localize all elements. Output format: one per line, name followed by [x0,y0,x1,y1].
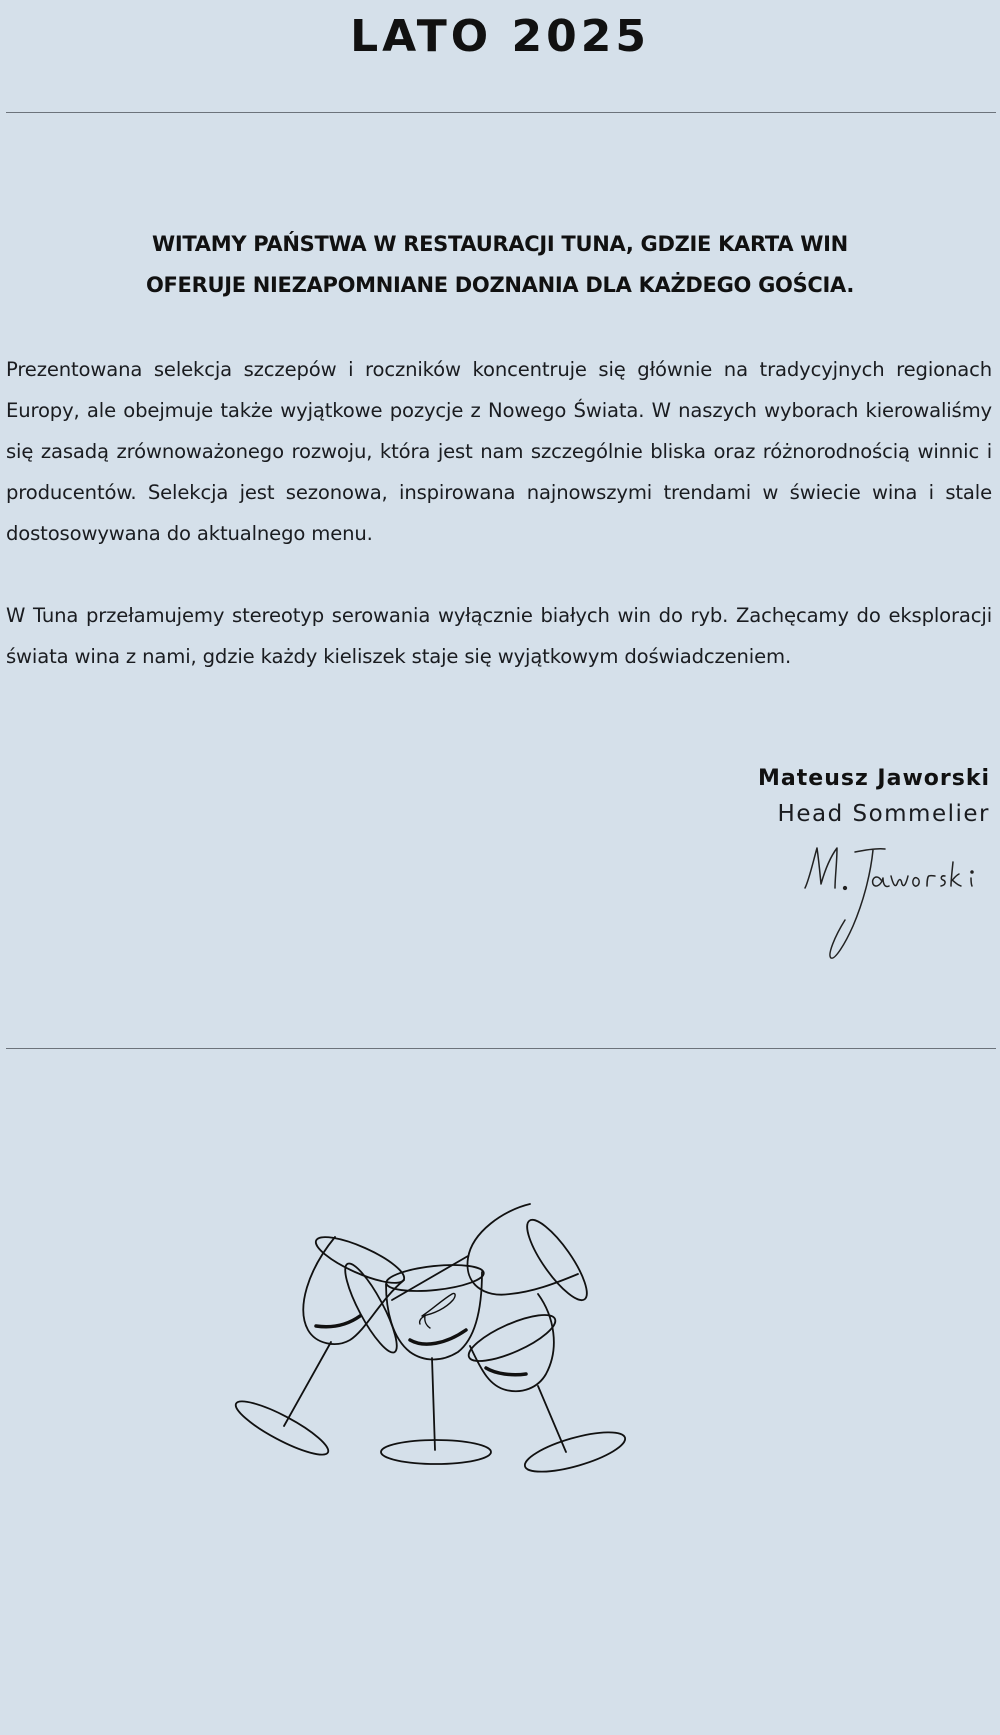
top-wine-glass-icon [337,1204,596,1358]
page-title: LATO 2025 [350,11,650,62]
top-divider [6,112,996,113]
welcome-heading [0,224,1000,306]
right-wine-glass-icon [463,1294,628,1480]
wine-glasses-toast-illustration [220,1190,720,1630]
intro-paragraph: Prezentowana selekcja szczepów i roczników koncentruje się głównie na tradycyjnych regionach Europy, ale obejmuje także wyjątkowe pozycje z Nowego Świata. W naszych wyborach kierowaliśmy się zasadą zrównoważonego rozwoju, która jest nam szczególnie bliska oraz różnorodnością winnic i producentów. Selekcja jest sezonowa, inspirowana najnowszymi trendami w świecie wina i stale dostosowywana do aktualnego menu. [6,358,992,545]
sommelier-role: Head Sommelier [777,801,990,827]
center-wine-glass-icon [381,1261,491,1464]
handwritten-signature [795,840,995,970]
sommelier-signature-block [758,760,990,830]
sommelier-name: Mateusz Jaworski [758,766,990,791]
bottom-divider [6,1048,996,1049]
philosophy-paragraph: W Tuna przełamujemy stereotyp serowania wyłącznie białych win do ryb. Zachęcamy do eksploracji świata wina z nami, gdzie każdy kieliszek staje się wyjątkowym doświadczeniem. [6,604,992,668]
welcome-line-2: OFERUJE NIEZAPOMNIANE DOZNANIA DLA KAŻDEGO GOŚCIA. [145,273,855,297]
welcome-line-1: WITAMY PAŃSTWA W RESTAURACJI TUNA, GDZIE KARTA WIN [152,232,848,256]
